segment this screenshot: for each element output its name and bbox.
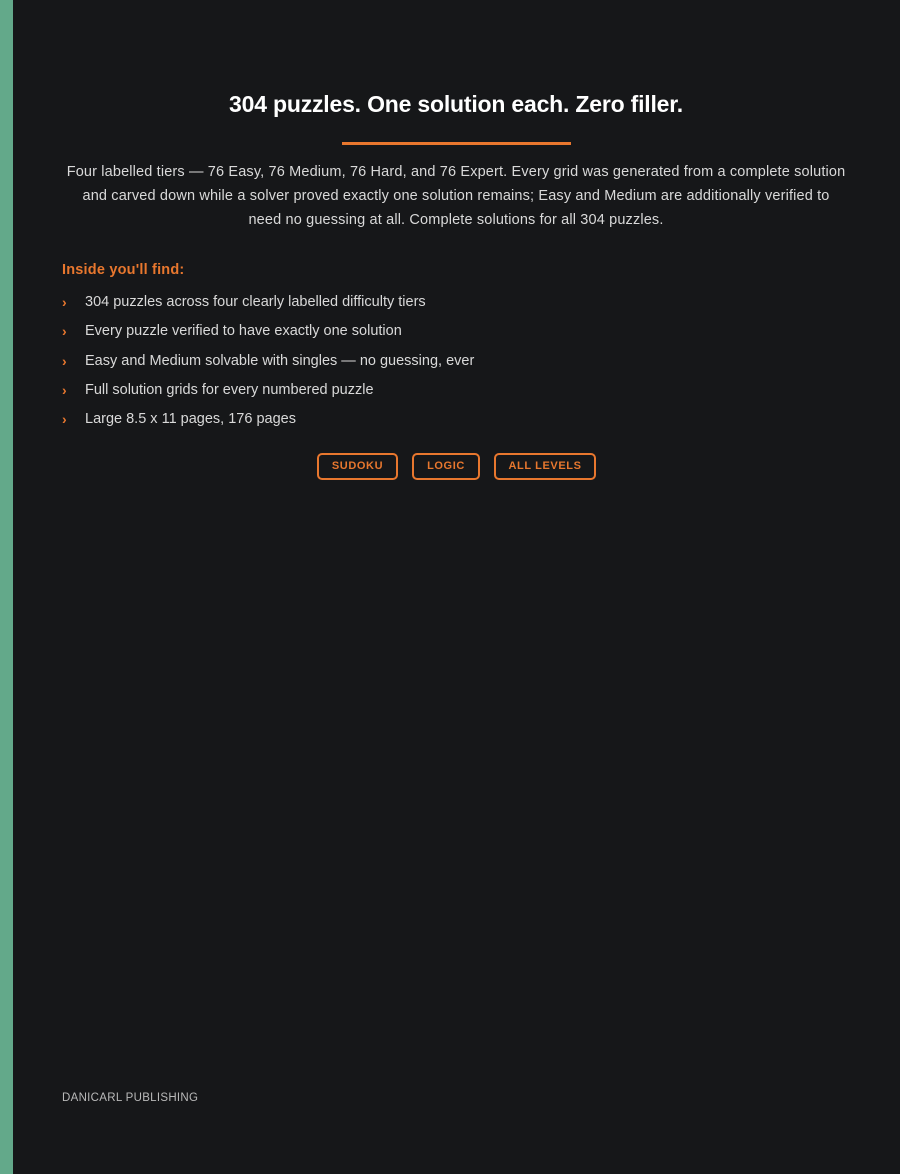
side-accent-bar <box>0 0 13 1174</box>
feature-item <box>62 290 474 319</box>
feature-item <box>62 349 474 378</box>
feature-item <box>62 378 474 407</box>
features-list <box>62 290 474 436</box>
headline: 304 puzzles. One solution each. Zero filler. <box>229 91 683 117</box>
feature-text: Easy and Medium solvable with singles — no guessing, ever <box>85 352 475 369</box>
publisher-footer: DANICARL PUBLISHING <box>62 1092 199 1104</box>
tag-all-levels: ALL LEVELS <box>494 453 596 480</box>
feature-item <box>62 319 474 348</box>
chevron-right-icon: › <box>62 352 67 369</box>
chevron-right-icon: › <box>62 381 67 398</box>
chevron-right-icon: › <box>62 323 67 340</box>
chevron-right-icon: › <box>62 411 67 428</box>
feature-text: Large 8.5 x 11 pages, 176 pages <box>85 411 296 428</box>
tag-group <box>317 453 596 480</box>
chevron-right-icon: › <box>62 294 67 310</box>
feature-text: Every puzzle verified to have exactly one solution <box>85 323 402 340</box>
tag-sudoku: SUDOKU <box>317 453 398 480</box>
feature-text: Full solution grids for every numbered puzzle <box>85 381 374 398</box>
headline-underline <box>342 142 571 145</box>
features-heading: Inside you'll find: <box>62 262 185 278</box>
tag-logic: LOGIC <box>412 453 480 480</box>
description: Four labelled tiers — 76 Easy, 76 Medium, 76 Hard, and 76 Expert. Every grid was generated from a complete solution and carved down while a solver proved exactly one solution remains; Easy and Medium are additionally verified to need no guessing at all. Complete solutions for all 304 puzzles. <box>66 164 846 228</box>
feature-text: 304 puzzles across four clearly labelled difficulty tiers <box>85 294 426 310</box>
feature-item <box>62 407 474 436</box>
